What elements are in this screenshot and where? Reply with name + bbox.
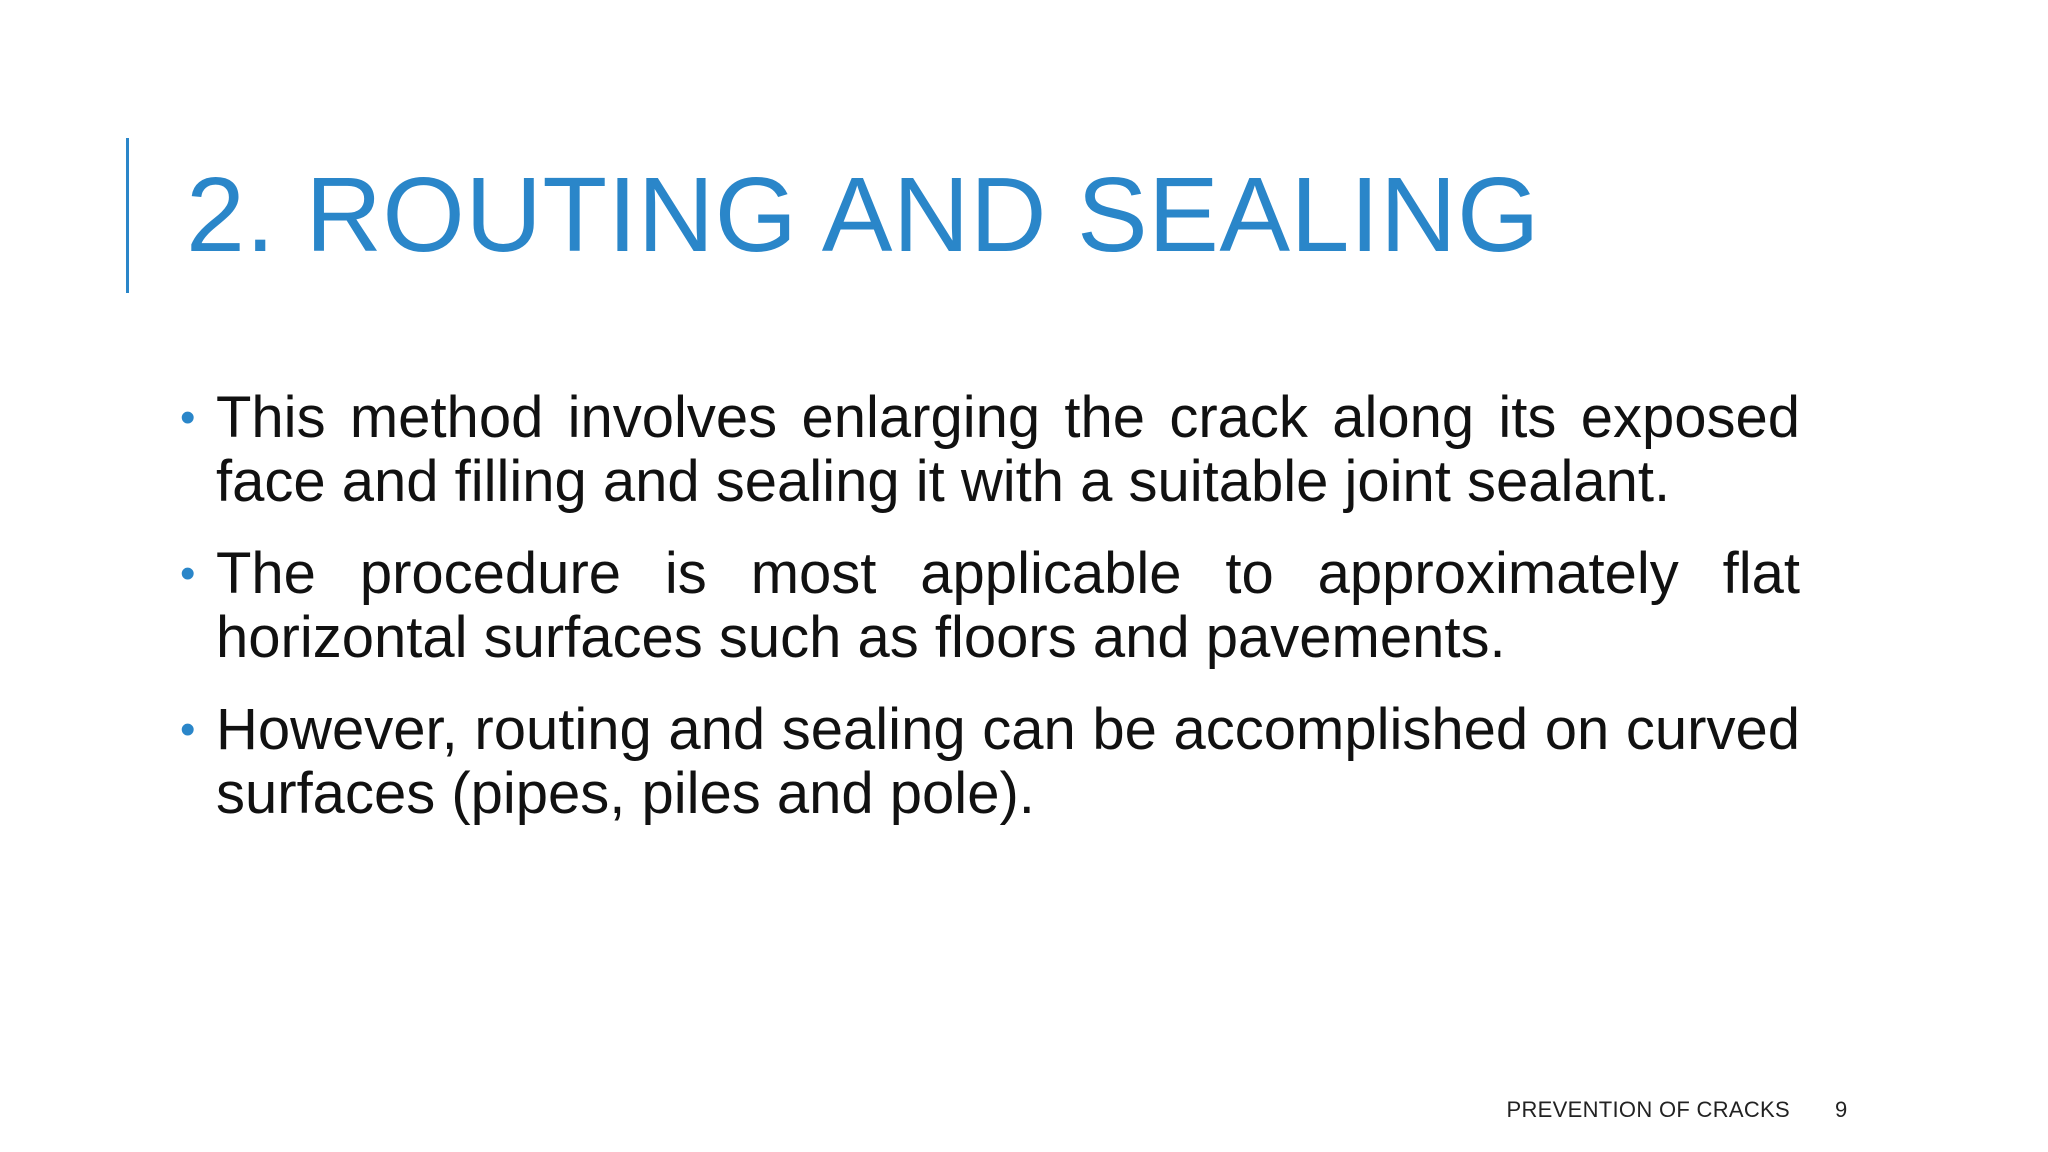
bullet-list	[180, 386, 1800, 854]
bullet-dot-icon: •	[180, 393, 196, 442]
bullet-dot-icon: •	[180, 705, 196, 754]
bullet-text: However, routing and sealing can be accomplished on curved surfaces (pipes, piles and pole).	[216, 697, 1800, 826]
page-number: 9	[1835, 1097, 1848, 1122]
title-accent-bar	[126, 138, 129, 293]
bullet-item	[180, 698, 1800, 826]
bullet-text: The procedure is most applicable to approximately flat horizontal surfaces such as floors and pavements.	[216, 541, 1800, 670]
bullet-dot-icon: •	[180, 549, 196, 598]
bullet-item	[180, 386, 1800, 514]
footer-label: PREVENTION OF CRACKS	[1506, 1097, 1790, 1122]
slide-title: 2. ROUTING AND SEALING	[186, 156, 1540, 274]
bullet-text: This method involves enlarging the crack along its exposed face and filling and sealing it with a suitable joint sealant.	[216, 385, 1800, 514]
bullet-item	[180, 542, 1800, 670]
